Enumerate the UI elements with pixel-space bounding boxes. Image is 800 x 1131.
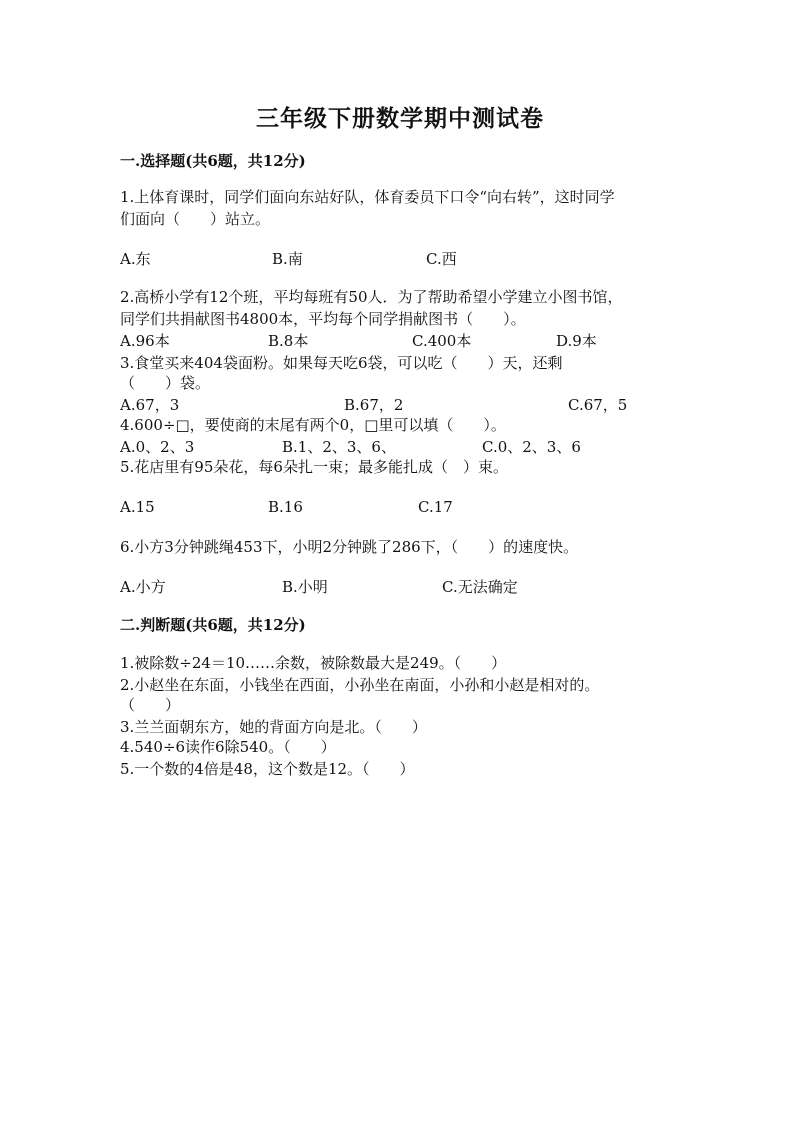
q6-option-a: A.小方 (120, 578, 166, 596)
q4-option-c: C.0、2、3、6 (482, 438, 581, 456)
q1-line-2: 们面向（ ）站立。 (120, 210, 271, 228)
q2-option-a: A.96本 (120, 332, 170, 350)
q6-option-b: B.小明 (282, 578, 328, 596)
q1-option-a: A.东 (120, 250, 151, 268)
q4-option-a: A.0、2、3 (120, 438, 195, 456)
q6-line-1: 6.小方3分钟跳绳453下，小明2分钟跳了286下，（ ）的速度快。 (120, 538, 579, 556)
q5-line-1: 5.花店里有95朵花，每6朵扎一束；最多能扎成（ ）束。 (120, 458, 508, 476)
q3-option-c: C.67，5 (568, 396, 628, 414)
q3-option-b: B.67，2 (344, 396, 404, 414)
q5-option-b: B.16 (268, 498, 303, 516)
q5-option-a: A.15 (120, 498, 155, 516)
q6-option-c: C.无法确定 (442, 578, 518, 596)
q5-option-c: C.17 (418, 498, 453, 516)
q2-option-d: D.9本 (556, 332, 597, 350)
q2-line-2: 同学们共捐献图书4800本，平均每个同学捐献图书（ ）。 (120, 310, 526, 328)
section-1-heading: 一.选择题(共6题，共12分) (120, 152, 306, 170)
q4-option-b: B.1、2、3、6、 (282, 438, 396, 456)
q1-option-b: B.南 (272, 250, 303, 268)
judge-item-1: 1.被除数÷24＝10……余数，被除数最大是249。（ ） (120, 654, 507, 672)
q1-option-c: C.西 (426, 250, 457, 268)
judge-item-4: 4.540÷6读作6除540。（ ） (120, 738, 336, 756)
q3-option-a: A.67，3 (120, 396, 180, 414)
q2-line-1: 2.高桥小学有12个班，平均每班有50人．为了帮助希望小学建立小图书馆， (120, 288, 623, 306)
q2-option-c: C.400本 (412, 332, 472, 350)
q2-option-b: B.8本 (268, 332, 309, 350)
judge-item-2-paren: （ ） (120, 696, 181, 714)
q3-line-1: 3.食堂买来404袋面粉。如果每天吃6袋，可以吃（ ）天，还剩 (120, 354, 563, 372)
q4-line-1: 4.600÷□，要使商的末尾有两个0，□里可以填（ ）。 (120, 416, 506, 434)
judge-item-3: 3.兰兰面朝东方，她的背面方向是北。（ ） (120, 718, 427, 736)
page-title: 三年级下册数学期中测试卷 (256, 105, 544, 132)
q3-line-2: （ ）袋。 (120, 374, 211, 392)
q1-line-1: 1.上体育课时，同学们面向东站好队，体育委员下口令“向右转”，这时同学 (120, 188, 615, 206)
judge-item-5: 5.一个数的4倍是48，这个数是12。（ ） (120, 760, 415, 778)
section-2-heading: 二.判断题(共6题，共12分) (120, 616, 306, 634)
judge-item-2: 2.小赵坐在东面，小钱坐在西面，小孙坐在南面，小孙和小赵是相对的。 (120, 676, 600, 694)
